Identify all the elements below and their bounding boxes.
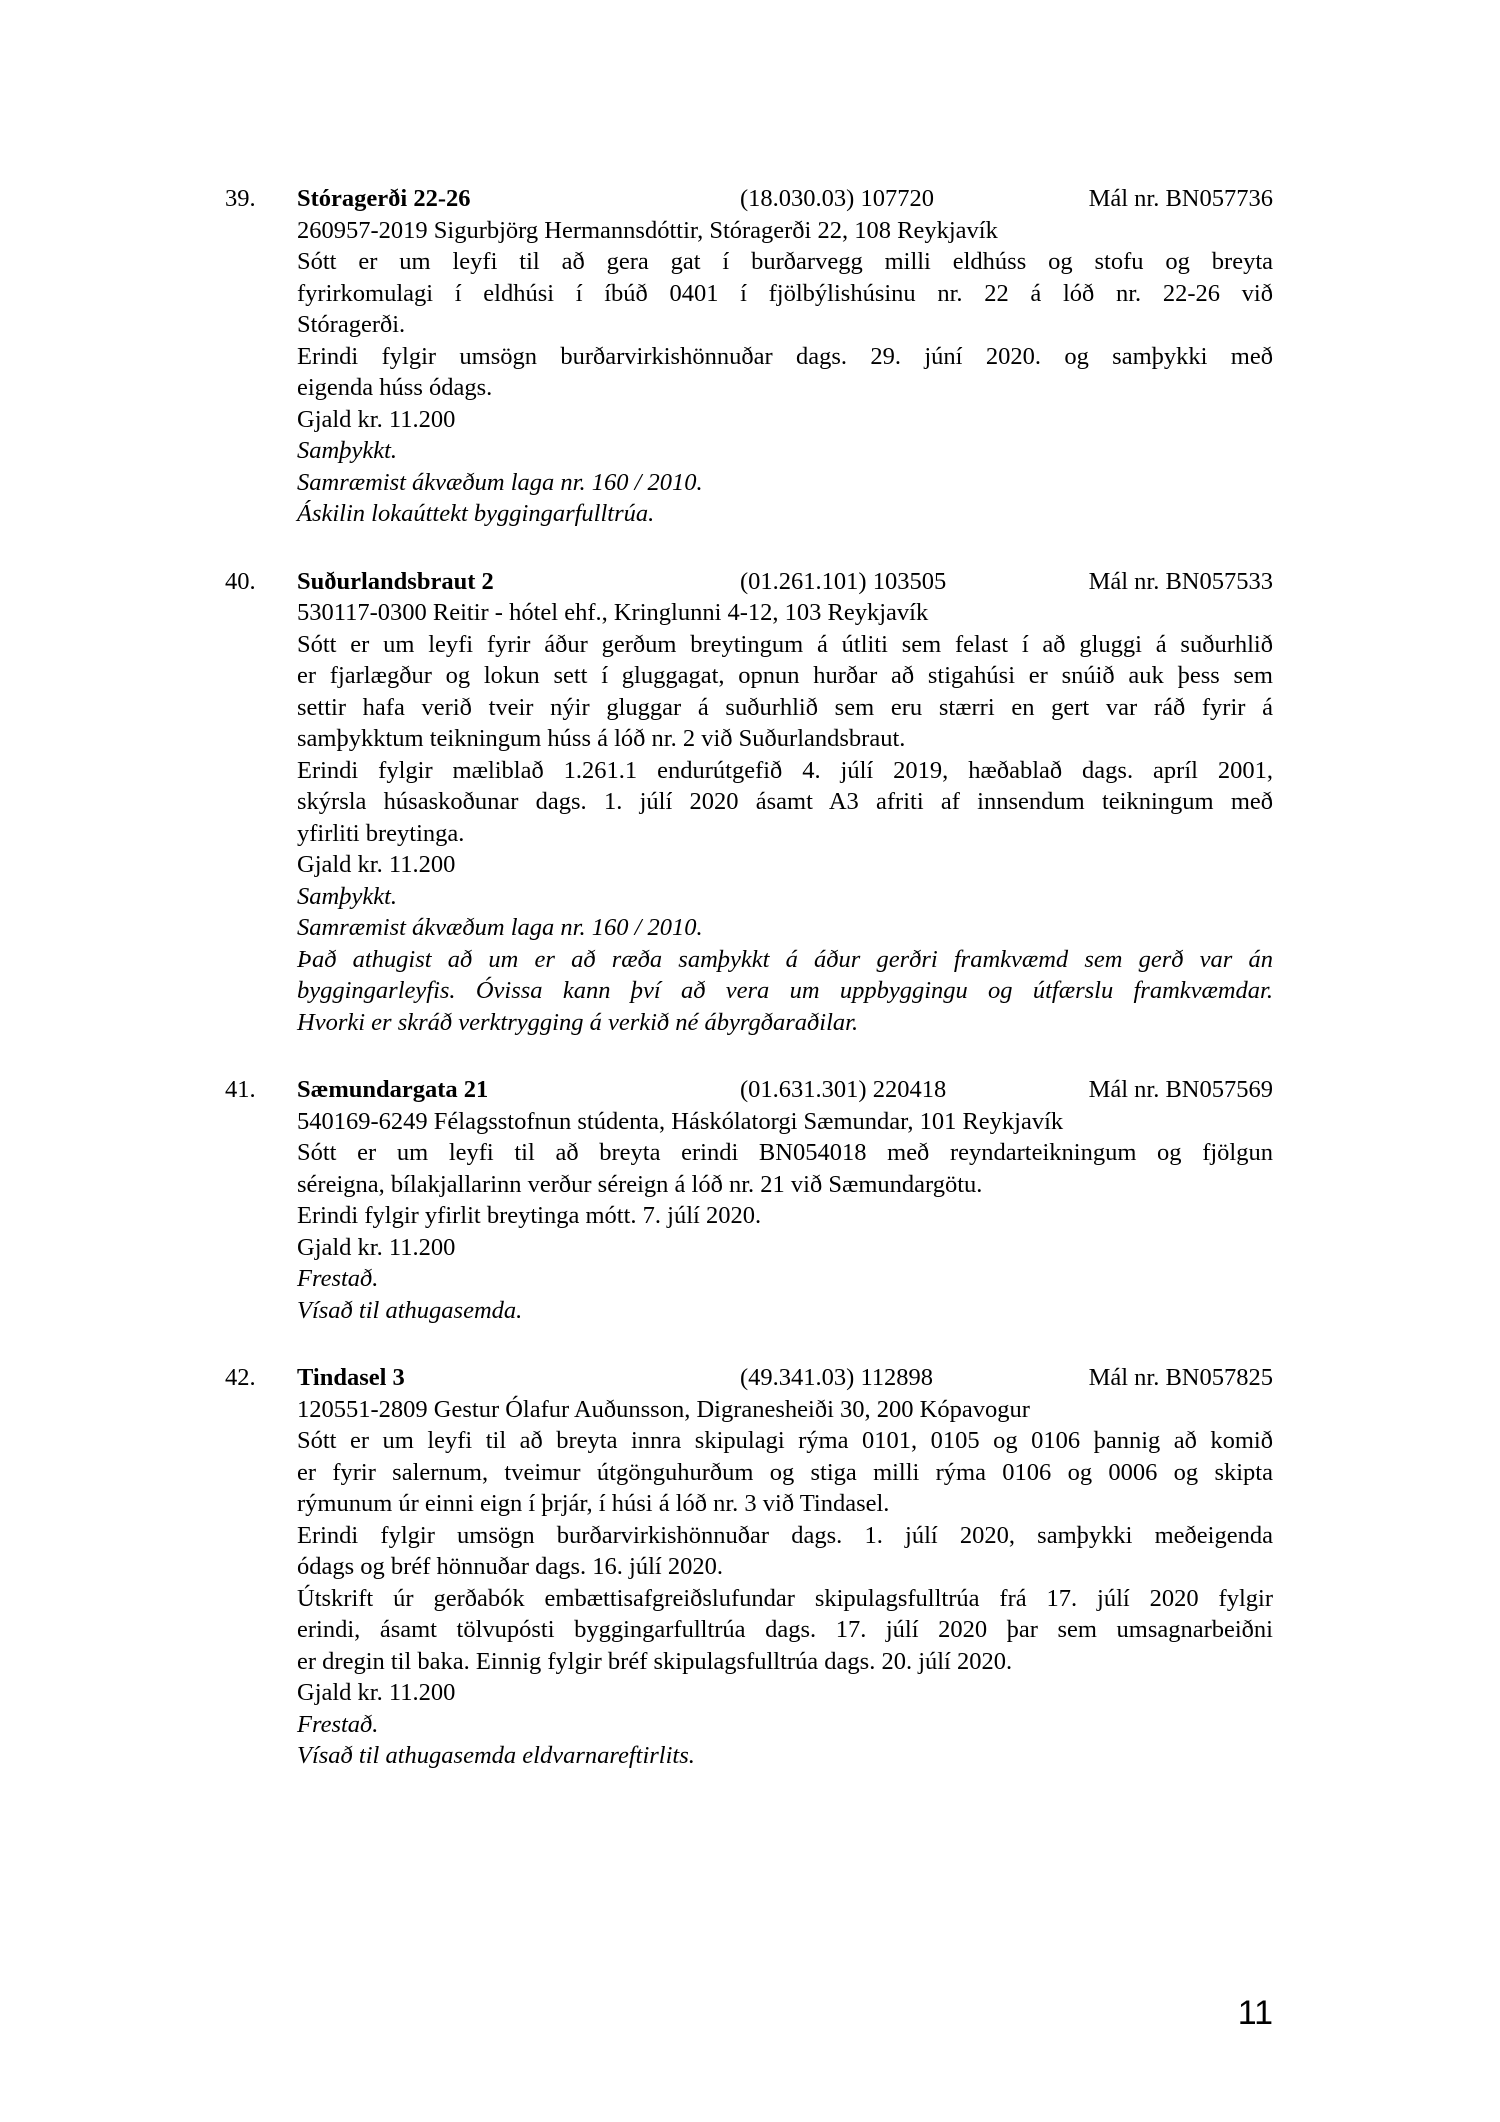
text-line: Vísað til athugasemda.: [297, 1296, 523, 1324]
case-registrant: 260957-2019 Sigurbjörg Hermannsdóttir, Stóragerði 22, 108 Reykjavík: [297, 216, 998, 244]
case-paragraph: [297, 1200, 1273, 1232]
page-number: 11: [1237, 1994, 1273, 2032]
text-line: Frestað.: [297, 1710, 379, 1738]
text-line: Sótt er um leyfi til að gera gat í burðarvegg milli eldhúss og stofu og breyta: [297, 248, 1273, 275]
text-line: Samþykkt.: [297, 437, 397, 464]
case-heading-row: [225, 1074, 1273, 1106]
case-number: 39.: [225, 185, 256, 212]
text-line: Sótt er um leyfi til að breyta erindi BN054018 með reyndarteikningum og fjölgun: [297, 1139, 1273, 1166]
case-paragraph: [297, 404, 1273, 436]
case-item: [225, 566, 1273, 1039]
case-list: [225, 183, 1273, 1808]
case-paragraph: [297, 1137, 1273, 1200]
case-reference: (01.261.101) 103505: [740, 567, 947, 595]
text-line: ódags og bréf hönnuðar dags. 16. júlí 2020.: [297, 1553, 723, 1580]
case-paragraph: [297, 1677, 1273, 1709]
case-address: Suðurlandsbraut 2: [297, 567, 494, 595]
text-line: Vísað til athugasemda eldvarnareftirlits.: [297, 1742, 695, 1769]
case-paragraphs: [297, 1137, 1273, 1326]
case-paragraphs: [297, 1425, 1273, 1772]
text-line: Útskrift úr gerðabók embættisafgreiðslufundar skipulagsfulltrúa frá 17. júlí 2020 fylgir: [297, 1584, 1273, 1612]
case-registrant: 530117-0300 Reitir - hótel ehf., Kringlunni 4-12, 103 Reykjavík: [297, 599, 929, 626]
text-line: Samþykkt.: [297, 882, 397, 910]
case-address: Stóragerði 22-26: [297, 185, 471, 212]
case-address: Tindasel 3: [297, 1364, 405, 1391]
text-line: séreigna, bílakjallarinn verður séreign á lóð nr. 21 við Sæmundargötu.: [297, 1170, 983, 1198]
text-line: fyrirkomulagi í eldhúsi í íbúð 0401 í fjölbýlishúsinu nr. 22 á lóð nr. 22-26 við: [297, 279, 1273, 307]
text-line: rýmunum úr einni eign í þrjár, í húsi á lóð nr. 3 við Tindasel.: [297, 1490, 890, 1517]
case-id: Mál nr. BN057569: [1088, 1076, 1273, 1103]
text-line: Gjald kr. 11.200: [297, 1233, 456, 1261]
text-line: Gjald kr. 11.200: [297, 1679, 456, 1706]
text-line: er fjarlægður og lokun sett í gluggagat, opnun hurðar að stigahúsi er snúið auk þess sem: [297, 662, 1273, 689]
case-number: 41.: [225, 1076, 256, 1103]
text-line: byggingarleyfis. Óvissa kann því að vera um uppbyggingu og útfærslu framkvæmdar.: [297, 977, 1273, 1004]
case-paragraph: [297, 1740, 1273, 1772]
text-line: Erindi fylgir umsögn burðarvirkishönnuðar dags. 29. júní 2020. og samþykki með: [297, 342, 1273, 370]
case-paragraph: [297, 881, 1273, 913]
case-number: 40.: [225, 567, 256, 595]
text-line: Erindi fylgir yfirlit breytinga mótt. 7. júlí 2020.: [297, 1202, 762, 1229]
case-reference: (01.631.301) 220418: [740, 1076, 947, 1103]
case-paragraph: [297, 1263, 1273, 1295]
text-line: Sótt er um leyfi fyrir áður gerðum breytingum á útliti sem felast í að gluggi á suðurhlið: [297, 630, 1273, 658]
text-line: Sótt er um leyfi til að breyta innra skipulagi rýma 0101, 0105 og 0106 þannig að komið: [297, 1427, 1273, 1454]
case-paragraph: [297, 1709, 1273, 1741]
text-line: yfirliti breytinga.: [297, 819, 465, 847]
text-line: Það athugist að um er að ræða samþykkt á áður gerðri framkvæmd sem gerð var án: [297, 945, 1273, 973]
text-line: er dregin til baka. Einnig fylgir bréf skipulagsfulltrúa dags. 20. júlí 2020.: [297, 1647, 1013, 1675]
case-paragraph: [297, 341, 1273, 404]
case-paragraph: [297, 1232, 1273, 1264]
text-line: er fyrir salernum, tveimur útgönguhurðum og stiga milli rýma 0106 og 0006 og skipta: [297, 1458, 1273, 1486]
case-id: Mál nr. BN057825: [1088, 1364, 1273, 1391]
case-paragraphs: [297, 246, 1273, 530]
case-item: [225, 1362, 1273, 1772]
text-line: Erindi fylgir umsögn burðarvirkishönnuðar dags. 1. júlí 2020, samþykki meðeigenda: [297, 1521, 1273, 1549]
case-item: [225, 183, 1273, 530]
case-paragraph: [297, 755, 1273, 850]
case-paragraph: [297, 1583, 1273, 1678]
case-registrant: 120551-2809 Gestur Ólafur Auðunsson, Digranesheiði 30, 200 Kópavogur: [297, 1395, 1030, 1423]
case-heading-row: [225, 566, 1273, 598]
case-address: Sæmundargata 21: [297, 1076, 489, 1103]
case-id: Mál nr. BN057736: [1088, 185, 1273, 212]
text-line: Stóragerði.: [297, 311, 406, 338]
case-heading-row: [225, 1362, 1273, 1394]
text-line: Samræmist ákvæðum laga nr. 160 / 2010.: [297, 468, 703, 496]
case-reference: (18.030.03) 107720: [740, 185, 934, 212]
case-id: Mál nr. BN057533: [1088, 567, 1273, 595]
case-number: 42.: [225, 1364, 256, 1391]
case-heading-row: [225, 183, 1273, 215]
case-paragraph: [297, 944, 1273, 1039]
case-paragraph: [297, 1520, 1273, 1583]
text-line: Frestað.: [297, 1265, 379, 1292]
case-paragraph: [297, 498, 1273, 530]
case-reference: (49.341.03) 112898: [740, 1364, 934, 1391]
case-paragraph: [297, 246, 1273, 341]
case-registrant: 540169-6249 Félagsstofnun stúdenta, Háskólatorgi Sæmundar, 101 Reykjavík: [297, 1107, 1064, 1135]
text-line: Hvorki er skráð verktrygging á verkið né ábyrgðaraðilar.: [297, 1008, 859, 1036]
text-line: samþykktum teikningum húss á lóð nr. 2 við Suðurlandsbraut.: [297, 725, 906, 752]
case-paragraph: [297, 849, 1273, 881]
text-line: Áskilin lokaúttekt byggingarfulltrúa.: [297, 500, 655, 527]
case-paragraph: [297, 629, 1273, 755]
case-paragraph: [297, 1295, 1273, 1327]
case-paragraph: [297, 435, 1273, 467]
text-line: skýrsla húsaskoðunar dags. 1. júlí 2020 ásamt A3 afriti af innsendum teikningum með: [297, 788, 1273, 815]
case-paragraph: [297, 467, 1273, 499]
case-item: [225, 1074, 1273, 1326]
text-line: settir hafa verið tveir nýir gluggar á suðurhlið sem eru stærri en gert var ráð fyrir á: [297, 693, 1273, 721]
text-line: Samræmist ákvæðum laga nr. 160 / 2010.: [297, 914, 703, 941]
case-paragraph: [297, 1425, 1273, 1520]
text-line: eigenda húss ódags.: [297, 374, 493, 401]
text-line: Erindi fylgir mæliblað 1.261.1 endurútgefið 4. júlí 2019, hæðablað dags. apríl 2001,: [297, 756, 1273, 784]
text-line: Gjald kr. 11.200: [297, 405, 456, 433]
text-line: erindi, ásamt tölvupósti byggingarfulltrúa dags. 17. júlí 2020 þar sem umsagnarbeiðni: [297, 1616, 1273, 1643]
case-paragraphs: [297, 629, 1273, 1039]
text-line: Gjald kr. 11.200: [297, 851, 456, 878]
case-paragraph: [297, 912, 1273, 944]
